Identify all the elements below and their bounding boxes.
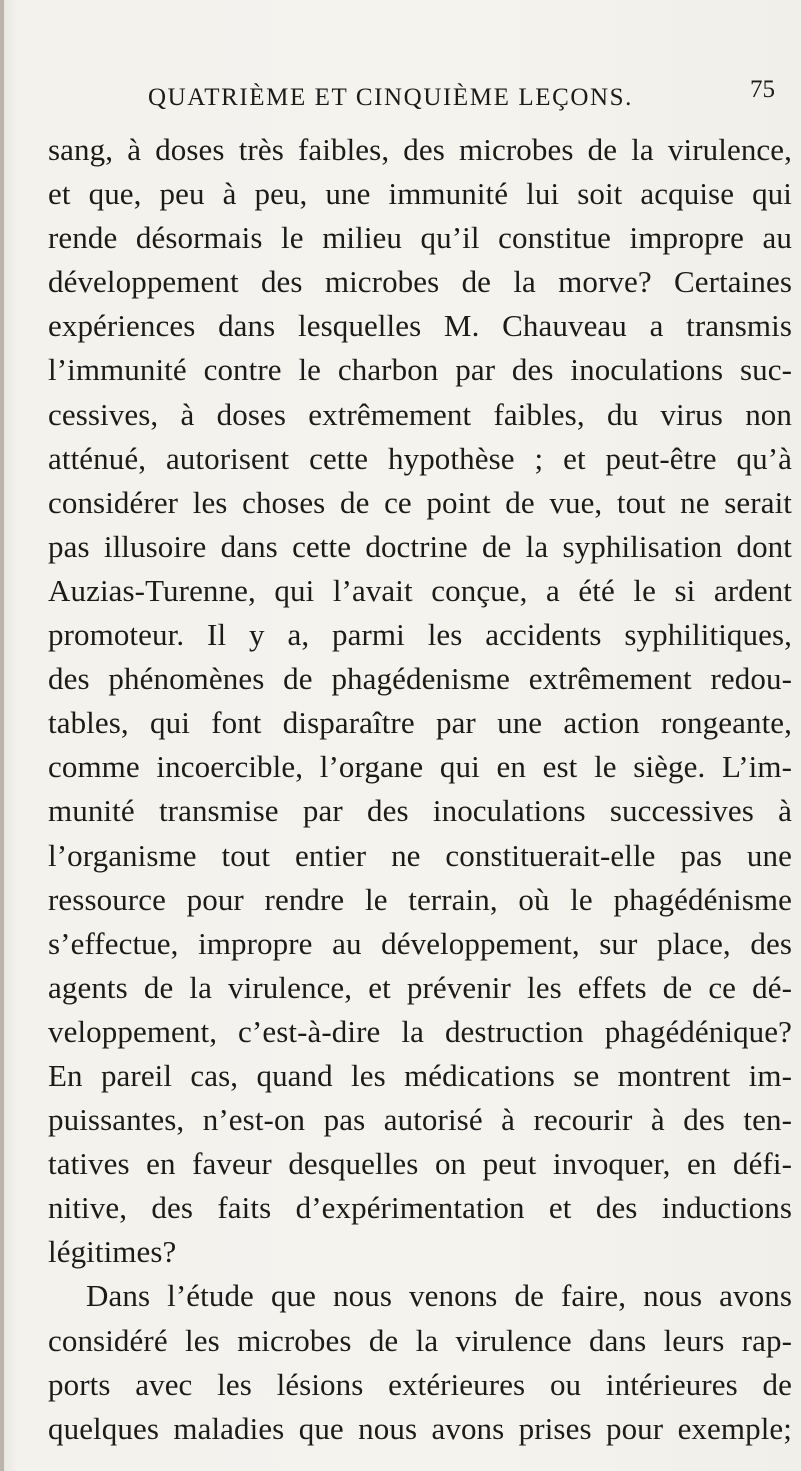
- text-line: quelques maladies que nous avons prises pour exemple;: [48, 1410, 792, 1446]
- text-line: expériences dans lesquelles M. Chauveau a transmis: [48, 308, 792, 344]
- text-line: et que, peu à peu, une immunité lui soit acquise qui: [48, 176, 792, 212]
- text-line: cessives, à doses extrêmement faibles, du virus non: [48, 396, 792, 432]
- paragraph-first-line: Dans l’étude que nous venons de faire, nous avons: [86, 1278, 792, 1314]
- text-line: ports avec les lésions extérieures ou intérieures de: [48, 1366, 792, 1402]
- text-line: Auzias-Turenne, qui l’avait conçue, a été le si ardent: [48, 572, 792, 608]
- running-header: QUATRIÈME ET CINQUIÈME LEÇONS.: [148, 84, 634, 111]
- text-line: des phénomènes de phagédenisme extrêmement redou-: [48, 661, 792, 697]
- text-line: l’organisme tout entier ne constituerait-elle pas une: [48, 837, 792, 873]
- text-line: tables, qui font disparaître par une action rongeante,: [48, 705, 792, 741]
- text-line: légitimes?: [48, 1234, 177, 1270]
- binding-edge: [0, 0, 4, 1471]
- text-line: puissantes, n’est-on pas autorisé à recourir à des ten-: [48, 1102, 792, 1138]
- text-line: tatives en faveur desquelles on peut invoquer, en défi-: [48, 1146, 792, 1182]
- text-line: atténué, autorisent cette hypothèse ; et peut-être qu’à: [48, 440, 792, 476]
- text-line: agents de la virulence, et prévenir les effets de ce dé-: [48, 969, 792, 1005]
- text-line: promoteur. Il y a, parmi les accidents syphilitiques,: [48, 617, 792, 653]
- text-line: comme incoercible, l’organe qui en est le siège. L’im-: [48, 749, 792, 785]
- text-line: munité transmise par des inoculations successives à: [48, 793, 792, 829]
- text-line: développement des microbes de la morve? Certaines: [48, 264, 792, 300]
- page-number: 75: [750, 76, 775, 103]
- text-line: pas illusoire dans cette doctrine de la syphilisation dont: [48, 528, 792, 564]
- text-line: considérer les choses de ce point de vue, tout ne serait: [48, 484, 792, 520]
- text-line: sang, à doses très faibles, des microbes de la virulence,: [48, 132, 792, 167]
- text-line: nitive, des faits d’expérimentation et des inductions: [48, 1190, 792, 1226]
- text-line: considéré les microbes de la virulence dans leurs rap-: [48, 1322, 792, 1358]
- text-line: En pareil cas, quand les médications se montrent im-: [48, 1057, 792, 1093]
- text-line: ressource pour rendre le terrain, où le phagédénisme: [48, 881, 792, 917]
- text-line: veloppement, c’est-à-dire la destruction phagédénique?: [48, 1013, 792, 1049]
- body-text: [48, 128, 792, 1451]
- text-line: rende désormais le milieu qu’il constitue impropre au: [48, 220, 792, 256]
- text-line: l’immunité contre le charbon par des inoculations suc-: [48, 352, 792, 388]
- text-line: s’effectue, impropre au développement, sur place, des: [48, 925, 792, 961]
